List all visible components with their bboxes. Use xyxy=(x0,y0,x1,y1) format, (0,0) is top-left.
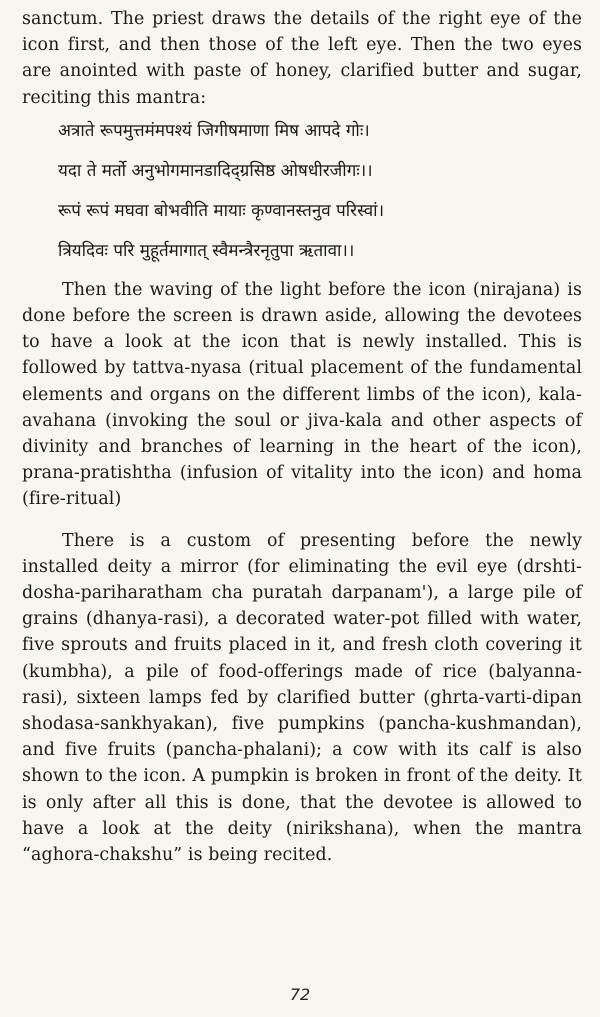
mantra-line-2: यदा ते मर्तो अनुभोगमानडादिद्ग्रसिष्ठ ओषधीरजीगः।। xyxy=(58,160,373,181)
mantra-line-4: त्रियदिवः परि मुहूर्तमागात् स्वैमन्त्रैरनृतुपा ऋतावा।। xyxy=(58,240,355,261)
mantra-line-1: अत्राते रूपमुत्तमंमपश्यं जिगीषमाणा मिष आपदे गोः। xyxy=(58,120,370,141)
intro-paragraph: sanctum. The priest draws the details of the right eye of the icon first, and then those of the left eye. Then the two eyes are anointed with paste of honey, clarified butter and sugar, reciting this mantra: xyxy=(22,9,582,108)
mantra-verses xyxy=(58,121,582,261)
paragraph-gap xyxy=(22,513,582,528)
page-number: 72 xyxy=(289,985,311,1004)
mantra-line-3: रूपं रूपं मघवा बोभवीति मायाः कृण्वानस्तनुव परिस्वां। xyxy=(58,200,385,221)
paragraph-nirajana: Then the waving of the light before the icon (nirajana) is done before the screen is drawn aside, allowing the devotees to have a look at the icon that is newly installed. This is followed by tattva-nyasa (ritual placement of the fundamental elements and organs on the different limbs of the icon), kala-avahana (invoking the soul or jiva-kala and other aspects of divinity and branches of learning in the heart of the icon), prana-pratishtha (infusion of vitality into the icon) and homa (fire-ritual) xyxy=(22,279,582,510)
paragraph-mirror-custom: There is a custom of presenting before the newly installed deity a mirror (for eliminating the evil eye (drshti-dosha-pariharatham cha puratah darpanam'), a large pile of grains (dhanya-rasi), a decorated water-pot filled with water, five sprouts and fruits placed in it, and fresh cloth covering it (kumbha), a pile of food-offerings made of rice (balyanna-rasi), sixteen lamps fed by clarified butter (ghrta-varti-dipan shodasa-sankhyakan), five pumpkins (pancha-kushmandan), and five fruits (pancha-phalani); a cow with its calf is also shown to the icon. A pumpkin is broken in front of the deity. It is only after all this is done, that the devotee is allowed to have a look at the deity (nirikshana), when the mantra “aghora-chakshu” is being recited. xyxy=(22,530,582,866)
